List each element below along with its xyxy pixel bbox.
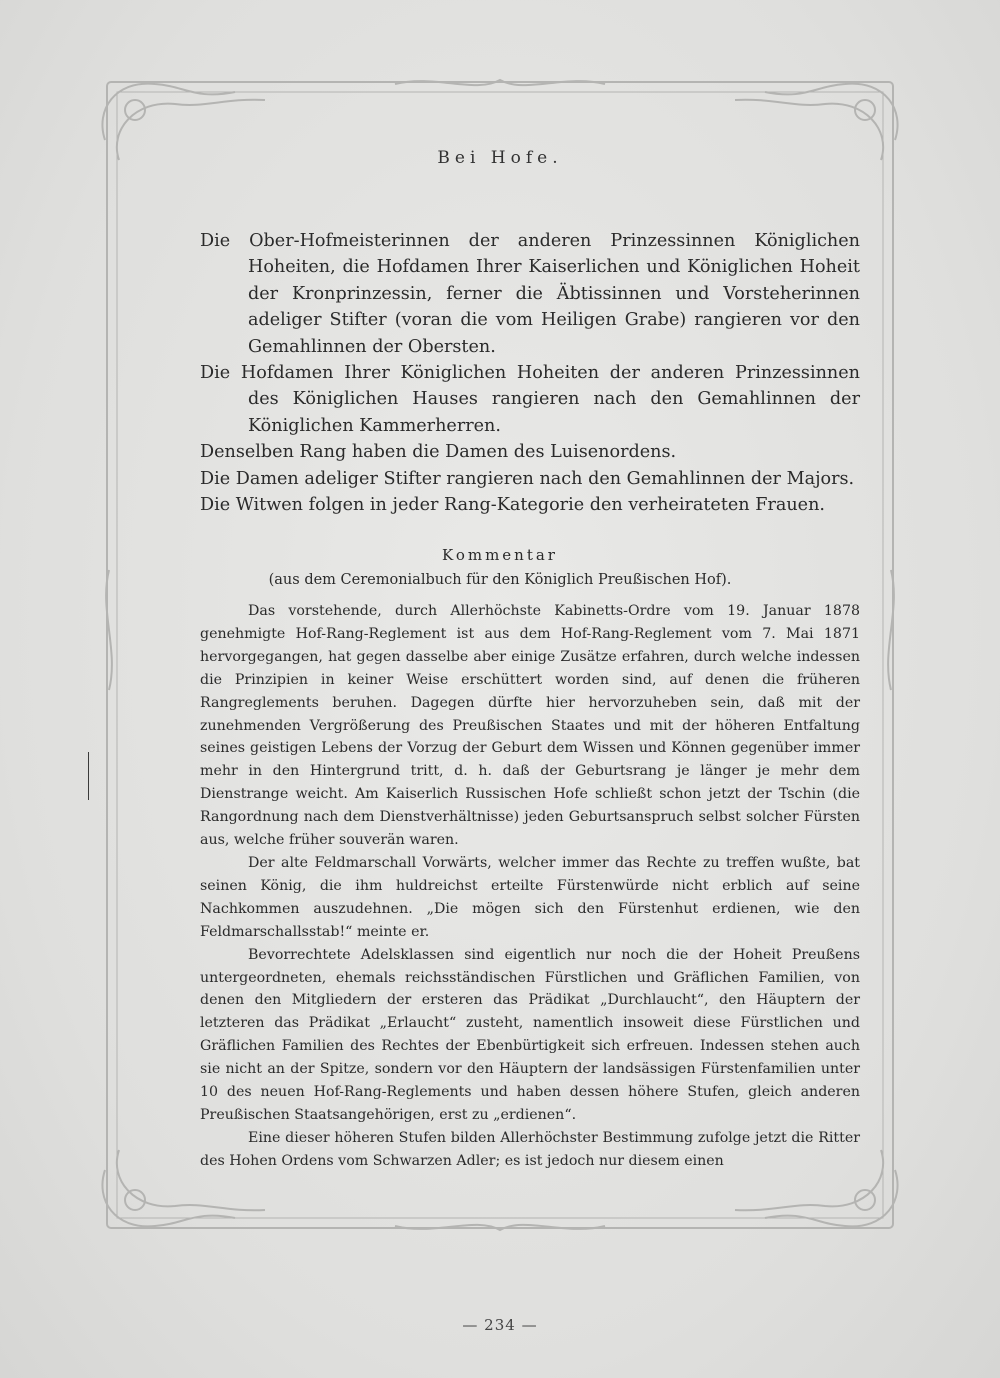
commentary-paragraph: Das vorstehende, durch Allerhöchste Kabinetts-Ordre vom 19. Januar 1878 genehmigte Hof-Rang-Reglement ist aus dem Hof-Rang-Reglement vom 7. Mai 1871 hervorgegangen, hat gegen dasselbe aber einige Zusätze erfahren, durch welche indessen die Prinzipien in keiner Weise erschüttert worden sind, auf denen die früheren Rangreglements beruhen. Dagegen dürfte hier hervorzuheben sein, daß mit der zunehmenden Vergrößerung des Preußischen Staates und mit der höheren Entfaltung seines geistigen Lebens der Vorzug der Geburt dem Wissen und Können gegenüber immer mehr in den Hintergrund tritt, d. h. daß der Geburtsrang je länger je mehr dem Dienstrange weicht. Am Kaiserlich Russischen Hofe schließt schon jetzt der Tschin (die Rangordnung nach dem Dienstverhältnisse) jeden Geburtsanspruch selbst solcher Fürsten aus, welche früher souverän waren. bbox=[200, 603, 860, 849]
commentary-body bbox=[200, 600, 860, 1173]
page-number: — 234 — bbox=[462, 1316, 538, 1334]
commentary-title: Kommentar bbox=[442, 546, 558, 564]
rule-paragraph: Die Ober-Hofmeisterinnen der anderen Prinzessinnen Königlichen Hoheiten, die Hofdamen Ihrer Kaiserlichen und Königlichen Hoheit der Kronprinzessin, ferner die Äbtissinnen und Vorsteherinnen adeliger Stifter (voran die vom Heiligen Grabe) rangieren vor den Gemahlinnen der Obersten. bbox=[200, 231, 860, 357]
rule-paragraph: Die Hofdamen Ihrer Königlichen Hoheiten der anderen Prinzessinnen des Königlichen Hauses rangieren nach den Gemahlinnen der Königlichen Kammerherren. bbox=[200, 363, 860, 436]
rule-paragraph: Die Witwen folgen in jeder Rang-Kategorie den verheirateten Frauen. bbox=[200, 495, 826, 516]
rule-paragraph: Die Damen adeliger Stifter rangieren nach den Gemahlinnen der Majors. bbox=[200, 468, 855, 489]
commentary-subtitle: (aus dem Ceremonialbuch für den Königlich Preußischen Hof). bbox=[268, 572, 732, 588]
commentary-paragraph: Der alte Feldmarschall Vorwärts, welcher immer das Rechte zu treffen wußte, bat seinen König, die ihm huldreichst erteilte Fürstenwürde nicht erblich auf seine Nachkommen auszudehnen. „Die mögen sich den Fürstenhut erdienen, wie den Feldmarschallsstab!“ meinte er. bbox=[200, 854, 860, 940]
running-head: Bei Hofe. bbox=[437, 148, 563, 168]
margin-mark bbox=[88, 752, 89, 800]
rules-section bbox=[200, 228, 860, 518]
rule-paragraph: Denselben Rang haben die Damen des Luisenordens. bbox=[200, 442, 677, 463]
commentary-paragraph: Eine dieser höheren Stufen bilden Allerhöchster Bestimmung zufolge jetzt die Ritter des Hohen Ordens vom Schwarzen Adler; es ist jedoch nur diesem einen bbox=[200, 1129, 860, 1169]
commentary-paragraph: Bevorrechtete Adelsklassen sind eigentlich nur noch die der Hoheit Preußens untergeordneten, ehemals reichsständischen Fürstlichen und Gräflichen Familien, von denen den Mitgliedern der ersteren das Prädikat „Durchlaucht“, den Häuptern der letzteren das Prädikat „Erlaucht“ zusteht, namentlich insoweit diese Fürstlichen und Gräflichen Familien des Rechtes der Ebenbürtigkeit sich erfreuen. Indessen stehen auch sie nicht an der Spitze, sondern vor den Häuptern der landsässigen Fürstenfamilien unter 10 des neuen Hof-Rang-Reglements und haben dessen höhere Stufen, gleich anderen Preußischen Staatsangehörigen, erst zu „erdienen“. bbox=[200, 946, 860, 1123]
